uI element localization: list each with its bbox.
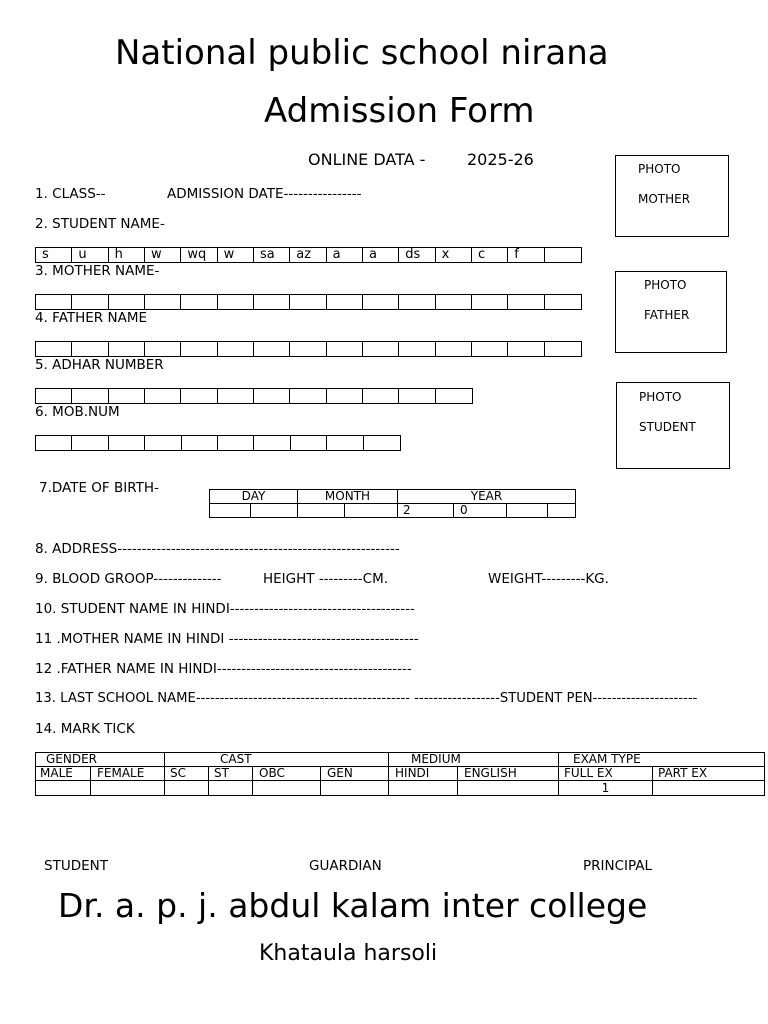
dob-month-box[interactable]: [298, 504, 345, 518]
dob-day-box[interactable]: [210, 504, 251, 518]
col-full-ex: FULL EX: [559, 767, 653, 781]
char-box[interactable]: [145, 295, 181, 309]
char-box[interactable]: [399, 342, 435, 356]
online-data-label: ONLINE DATA -: [308, 150, 426, 169]
col-part-ex: PART EX: [653, 767, 765, 781]
student-name-hindi-line[interactable]: 10. STUDENT NAME IN HINDI--------------------------------------: [35, 601, 415, 617]
digit-box[interactable]: [436, 389, 472, 403]
dob-year-box[interactable]: [548, 504, 576, 518]
session-label: 2025-26: [467, 150, 534, 169]
father-name-label: 4. FATHER NAME: [35, 310, 147, 326]
college-place: Khataula harsoli: [259, 941, 438, 966]
col-sc: SC: [165, 767, 209, 781]
height-line[interactable]: HEIGHT ---------CM.: [263, 571, 389, 587]
col-gen: GEN: [321, 767, 389, 781]
tick-cell-gen[interactable]: [321, 781, 389, 796]
char-box[interactable]: [327, 342, 363, 356]
digit-box[interactable]: [109, 436, 145, 450]
photo-caption-mother: MOTHER: [638, 192, 691, 206]
school-name: National public school nirana: [115, 33, 609, 73]
char-box[interactable]: wq: [181, 248, 217, 262]
char-box[interactable]: a: [327, 248, 363, 262]
col-english: ENGLISH: [458, 767, 559, 781]
char-box[interactable]: s: [36, 248, 72, 262]
tick-cell-st[interactable]: [209, 781, 253, 796]
char-box[interactable]: [181, 295, 217, 309]
mother-name-label: 3. MOTHER NAME-: [35, 263, 160, 279]
digit-box[interactable]: [254, 389, 290, 403]
digit-box[interactable]: [109, 389, 145, 403]
dob-month-box[interactable]: [345, 504, 398, 518]
digit-box[interactable]: [364, 436, 400, 450]
digit-box[interactable]: [181, 389, 217, 403]
char-box[interactable]: [72, 342, 108, 356]
college-name: Dr. a. p. j. abdul kalam inter college: [58, 886, 648, 925]
mob-num-boxes[interactable]: [35, 435, 401, 451]
char-box[interactable]: [145, 342, 181, 356]
student-name-label: 2. STUDENT NAME-: [35, 216, 165, 232]
group-header-exam-type: EXAM TYPE: [559, 753, 765, 767]
char-box[interactable]: c: [472, 248, 508, 262]
tick-cell-sc[interactable]: [165, 781, 209, 796]
group-header-gender: GENDER: [36, 753, 165, 767]
char-box[interactable]: [472, 342, 508, 356]
char-box[interactable]: [254, 342, 290, 356]
char-box[interactable]: [290, 342, 326, 356]
adhar-number-label: 5. ADHAR NUMBER: [35, 357, 164, 373]
char-box[interactable]: [545, 342, 581, 356]
char-box[interactable]: [436, 342, 472, 356]
father-name-boxes[interactable]: [35, 341, 582, 357]
student-name-boxes[interactable]: [35, 247, 582, 263]
digit-box[interactable]: [290, 389, 326, 403]
dob-label: 7.DATE OF BIRTH-: [39, 480, 159, 496]
dob-month-header: MONTH: [298, 490, 398, 504]
char-box[interactable]: [508, 342, 544, 356]
char-box[interactable]: u: [72, 248, 108, 262]
char-box[interactable]: [218, 342, 254, 356]
dob-table: [209, 489, 576, 518]
digit-box[interactable]: [327, 389, 363, 403]
signature-guardian: GUARDIAN: [309, 858, 382, 874]
address-line[interactable]: 8. ADDRESS----------------------------------------------------------: [35, 541, 400, 557]
dob-year-box[interactable]: 2: [398, 504, 454, 518]
char-box[interactable]: w: [145, 248, 181, 262]
blood-group-line[interactable]: 9. BLOOD GROOP--------------: [35, 571, 222, 587]
photo-label: PHOTO: [639, 390, 682, 404]
col-st: ST: [209, 767, 253, 781]
mob-num-label: 6. MOB.NUM: [35, 404, 120, 420]
dob-year-box[interactable]: [507, 504, 548, 518]
col-female: FEMALE: [91, 767, 165, 781]
char-box[interactable]: [545, 295, 581, 309]
photo-box-student: [616, 382, 730, 469]
digit-box[interactable]: [254, 436, 290, 450]
digit-box[interactable]: [327, 436, 363, 450]
char-box[interactable]: h: [109, 248, 145, 262]
char-box[interactable]: [181, 342, 217, 356]
tick-cell-english[interactable]: [458, 781, 559, 796]
group-header-cast: CAST: [165, 753, 389, 767]
photo-caption-father: FATHER: [644, 308, 690, 322]
digit-box[interactable]: [72, 436, 108, 450]
mother-name-hindi-line[interactable]: 11 .MOTHER NAME IN HINDI ---------------------------------------: [35, 631, 419, 647]
photo-box-father: [615, 271, 727, 353]
adhar-number-boxes[interactable]: [35, 388, 473, 404]
digit-box[interactable]: [182, 436, 218, 450]
digit-box[interactable]: [36, 436, 72, 450]
char-box[interactable]: w: [218, 248, 254, 262]
father-name-hindi-line[interactable]: 12 .FATHER NAME IN HINDI----------------------------------------: [35, 661, 412, 677]
char-box[interactable]: [109, 342, 145, 356]
digit-box[interactable]: [72, 389, 108, 403]
signature-student: STUDENT: [44, 858, 108, 874]
char-box[interactable]: [436, 295, 472, 309]
char-box[interactable]: [508, 295, 544, 309]
group-header-medium: MEDIUM: [389, 753, 559, 767]
tick-cell-male[interactable]: [36, 781, 91, 796]
tick-cell-female[interactable]: [91, 781, 165, 796]
photo-label: PHOTO: [638, 162, 681, 176]
photo-label: PHOTO: [644, 278, 687, 292]
char-box[interactable]: [363, 342, 399, 356]
char-box[interactable]: [399, 295, 435, 309]
digit-box[interactable]: [218, 389, 254, 403]
col-obc: OBC: [253, 767, 321, 781]
photo-caption-student: STUDENT: [639, 420, 696, 434]
mother-name-boxes[interactable]: [35, 294, 582, 310]
tick-cell-obc[interactable]: [253, 781, 321, 796]
tick-cell-full-ex[interactable]: 1: [559, 781, 653, 796]
tick-cell-hindi[interactable]: [389, 781, 458, 796]
digit-box[interactable]: [218, 436, 254, 450]
char-box[interactable]: [218, 295, 254, 309]
char-box[interactable]: [327, 295, 363, 309]
dob-year-header: YEAR: [398, 490, 576, 504]
digit-box[interactable]: [36, 389, 72, 403]
dob-year-box[interactable]: 0: [454, 504, 507, 518]
char-box[interactable]: x: [436, 248, 472, 262]
char-box[interactable]: sa: [254, 248, 290, 262]
photo-box-mother: [615, 155, 729, 237]
digit-box[interactable]: [291, 436, 327, 450]
admission-date-label: ADMISSION DATE----------------: [167, 186, 362, 202]
char-box[interactable]: [472, 295, 508, 309]
last-school-line[interactable]: 13. LAST SCHOOL NAME--------------------------------------------- ------------------STUDENT PEN----------------------: [35, 691, 698, 706]
digit-box[interactable]: [399, 389, 435, 403]
char-box[interactable]: a: [363, 248, 399, 262]
col-hindi: HINDI: [389, 767, 458, 781]
char-box[interactable]: [36, 342, 72, 356]
char-box[interactable]: az: [290, 248, 326, 262]
dob-day-header: DAY: [210, 490, 298, 504]
digit-box[interactable]: [363, 389, 399, 403]
char-box[interactable]: [72, 295, 108, 309]
mark-tick-label: 14. MARK TICK: [35, 721, 135, 737]
char-box[interactable]: [36, 295, 72, 309]
form-title: Admission Form: [264, 91, 535, 131]
signature-principal: PRINCIPAL: [583, 858, 653, 874]
char-box[interactable]: [254, 295, 290, 309]
digit-box[interactable]: [145, 389, 181, 403]
char-box[interactable]: [290, 295, 326, 309]
char-box[interactable]: [545, 248, 581, 262]
col-male: MALE: [36, 767, 91, 781]
char-box[interactable]: ds: [399, 248, 435, 262]
weight-line[interactable]: WEIGHT---------KG.: [488, 571, 609, 587]
char-box[interactable]: [109, 295, 145, 309]
tick-cell-part-ex[interactable]: [653, 781, 765, 796]
mark-tick-table: [35, 752, 765, 796]
char-box[interactable]: f: [508, 248, 544, 262]
dob-day-box[interactable]: [251, 504, 298, 518]
class-label: 1. CLASS--: [35, 186, 106, 202]
char-box[interactable]: [363, 295, 399, 309]
digit-box[interactable]: [145, 436, 181, 450]
